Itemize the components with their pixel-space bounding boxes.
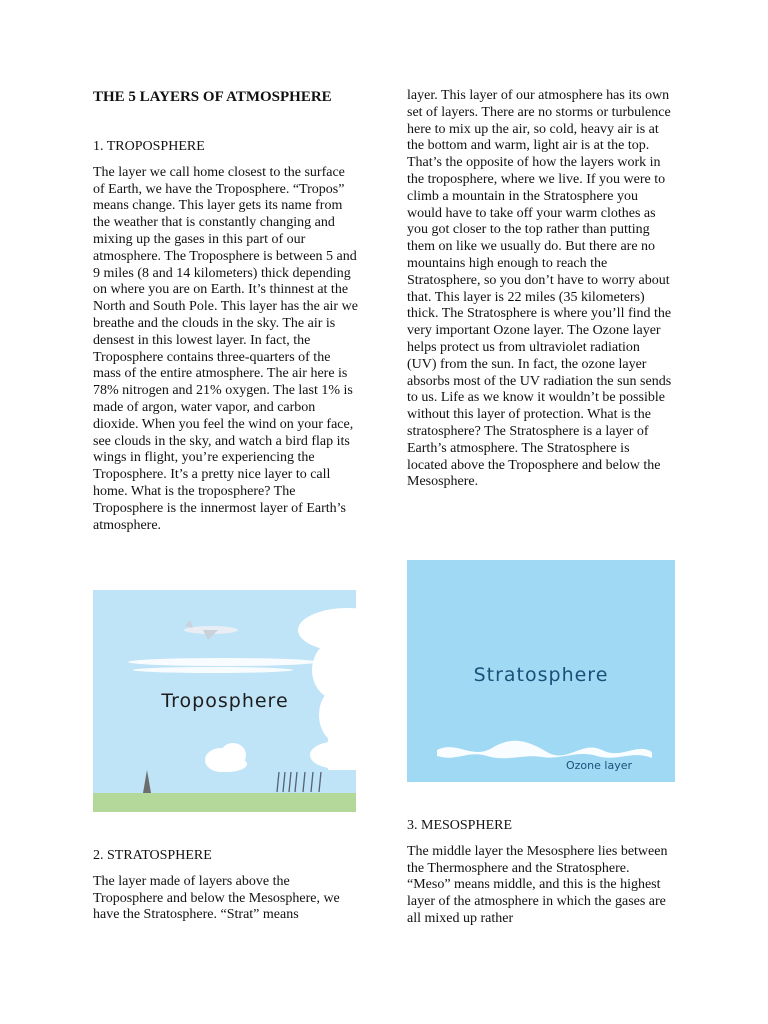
troposphere-label: Troposphere — [161, 690, 289, 712]
ozone-layer-label: Ozone layer — [566, 759, 632, 772]
ground — [93, 793, 356, 812]
mesosphere-body: The middle layer the Mesosphere lies between the Thermosphere and the Stratosphere. “Meso” means middle, and this is the highest layer of the atmosphere in which the gases are all mixed up rather — [407, 843, 668, 926]
stratosphere-heading: 2. STRATOSPHERE — [93, 848, 212, 863]
mesosphere-heading: 3. MESOSPHERE — [407, 818, 513, 833]
stratosphere-body-start: The layer made of layers above the Troposphere and below the Mesosphere, we have the Stratosphere. “Strat” means — [93, 873, 340, 923]
page-title: THE 5 LAYERS OF ATMOSPHERE — [93, 89, 332, 105]
stratosphere-section — [93, 848, 358, 924]
mesosphere-section — [407, 818, 672, 928]
troposphere-illustration-svg — [93, 590, 356, 812]
stratosphere-illustration — [407, 560, 675, 782]
right-column — [407, 88, 672, 491]
left-column — [93, 88, 358, 534]
stratosphere-illustration-svg — [407, 560, 675, 782]
troposphere-illustration — [93, 590, 356, 812]
troposphere-body: The layer we call home closest to the surface of Earth, we have the Troposphere. “Tropos” means change. This layer gets its name from the weather that is constantly changing and mixing up the gases in this part of our atmosphere. The Troposphere is between 5 and 9 miles (8 and 14 kilometers) thick depending on where you are on Earth. It’s thinnest at the North and South Pole. This layer has the air we breathe and the clouds in the sky. The air is densest in this lowest layer. In fact, the Troposphere contains three-quarters of the mass of the entire atmosphere. The air here is 78% nitrogen and 21% oxygen. The last 1% is made of argon, water vapor, and carbon dioxide. When you feel the wind on your face, see clouds in the sky, and watch a bird flap its wings in flight, you’re experiencing the Troposphere. It’s a pretty nice layer to call home. What is the troposphere? The Troposphere is the innermost layer of Earth’s atmosphere. — [93, 164, 358, 533]
stratosphere-body-continued: layer. This layer of our atmosphere has its own set of layers. There are no storms or turbulence here to mix up the air, so cold, heavy air is at the bottom and warm, light air is at the top. That’s the opposite of how the layers work in the troposphere, where we live. If you were to climb a mountain in the Stratosphere you would have to take off your warm clothes as you got closer to the top rather than putting them on like we usually do. But there are no mountains high enough to reach the Stratosphere, so you don’t have to worry about that. This layer is 22 miles (35 kilometers) thick. The Stratosphere is where you’ll find the very important Ozone layer. The Ozone layer helps protect us from ultraviolet radiation (UV) from the sun. In fact, the ozone layer absorbs most of the UV radiation the sun sends to us. Life as we know it wouldn’t be possible without this layer of protection. What is the stratosphere? The Stratosphere is a layer of Earth’s atmosphere. The Stratosphere is located above the Troposphere and below the Mesosphere. — [407, 88, 672, 490]
stratosphere-label: Stratosphere — [473, 664, 609, 686]
troposphere-heading: 1. TROPOSPHERE — [93, 139, 205, 154]
